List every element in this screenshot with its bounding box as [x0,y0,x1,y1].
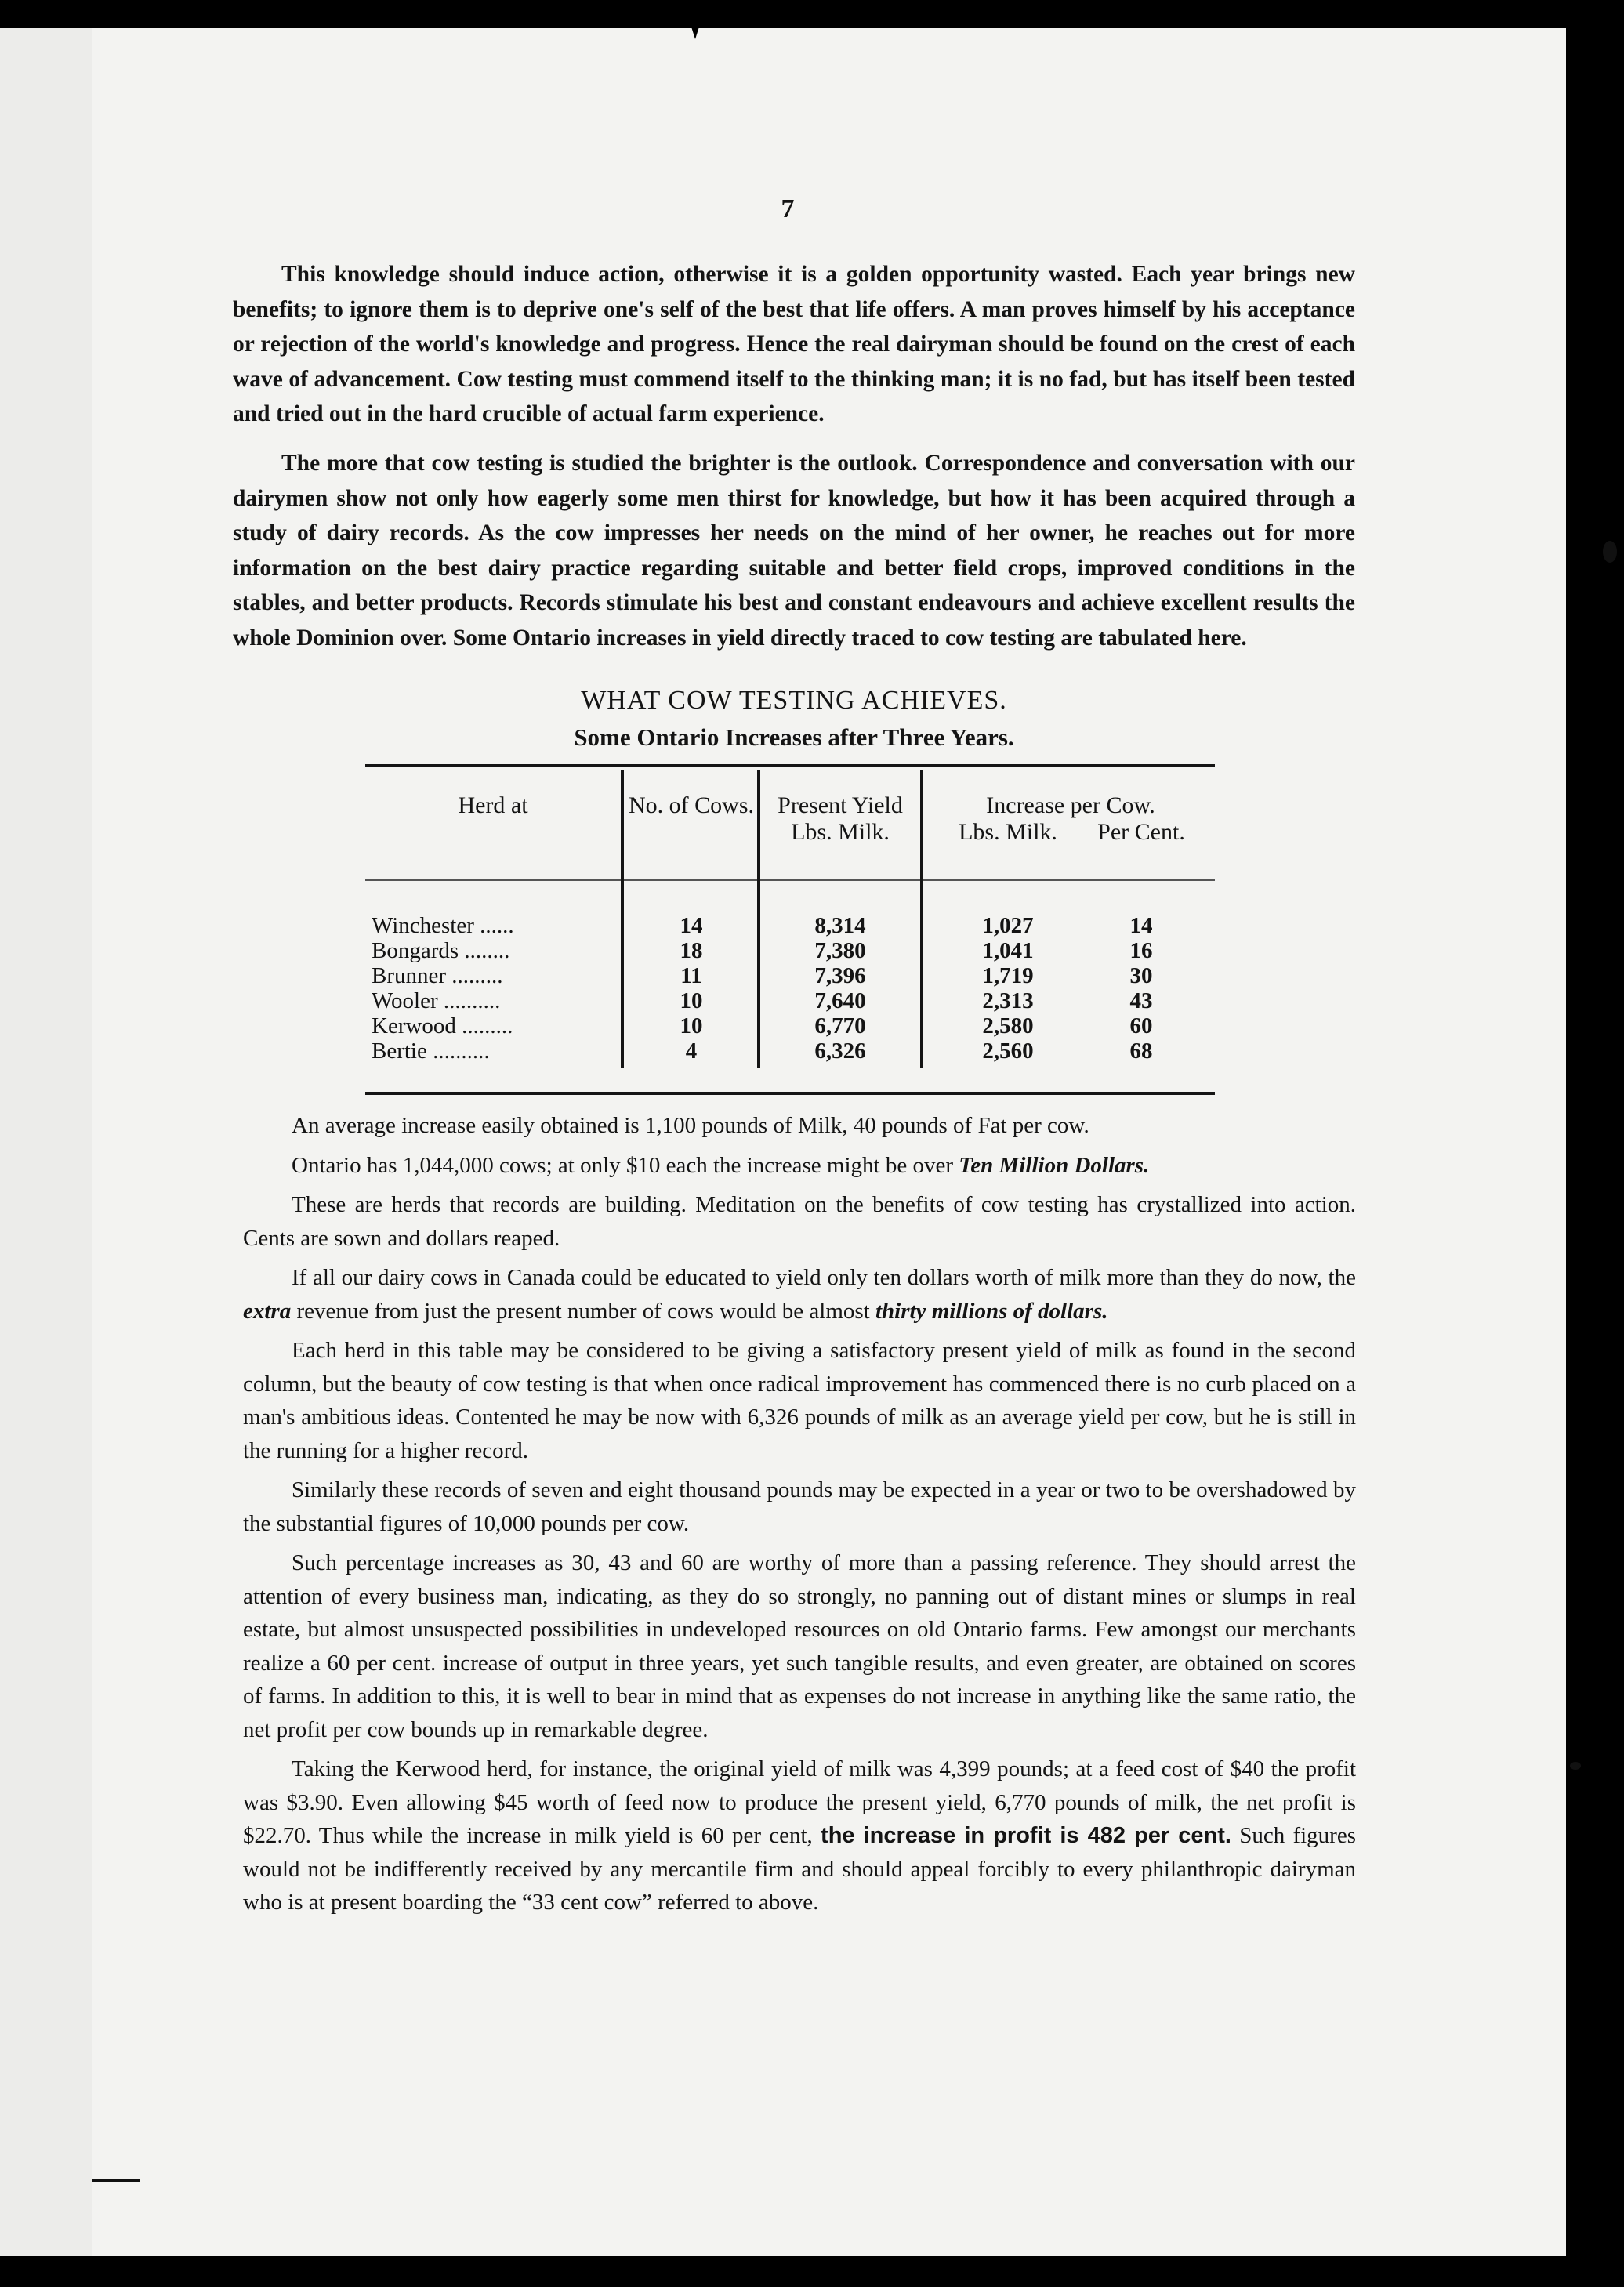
yield-value: 8,314 [814,913,866,938]
column-divider [621,770,624,1068]
increase-pct-value: 60 [1129,1013,1153,1038]
increase-lbs-value: 1,027 [982,913,1034,938]
paragraph: This knowledge should induce action, otherwise it is a golden opportunity wasted. Each year brings new benefits; to ignore them is to deprive one's self of the best that life offers. A man proves himself by his acceptance or rejection of the world's knowledge and progress. Hence the real dairyman should be found on the crest of each wave of advancement. Cow testing must commend itself to the thinking man; it is no fad, but has itself been tested and tried out in the hard crucible of actual farm experience. [233,262,1355,427]
yield-value: 6,770 [814,1013,866,1038]
increase-pct-value: 14 [1129,913,1153,938]
increase-lbs-value: 1,719 [982,963,1034,988]
table-subheading: Some Ontario Increases after Three Years. [574,723,1014,751]
emphasis: extra [243,1298,292,1324]
cows-value: 14 [680,913,703,938]
average-increase-line: An average increase easily obtained is 1,100 pounds of Milk, 40 pounds of Fat per cow. [292,1113,1089,1138]
ontario-cows-line: Ontario has 1,044,000 cows; at only $10 each the increase might be over [292,1152,959,1178]
herd-name: Wooler .......... [372,988,501,1013]
paragraph: The more that cow testing is studied the brighter is the outlook. Correspondence and conversation with our dairymen show not only how eagerly some men thirst for knowledge, but how it has been acquired through a study of dairy records. As the cow impresses her needs on the mind of her owner, he reaches out for more information on the best dairy practice regarding suitable and better field crops, improved conditions in the stables, and better products. Records stimulate his best and constant endeavours and achieve excellent results the whole Dominion over. Some Ontario increases in yield directly traced to cow testing are tabulated here. [233,450,1355,651]
increase-lbs-value: 1,041 [982,938,1034,963]
paragraph: Such percentage increases as 30, 43 and 60 are worthy of more than a passing reference. They should arrest the attention of every business man, indicating, as they do so strongly, no panning out of distant mines or slumps in real estate, but almost unsuspected possibilities in undeveloped resources on old Ontario farms. Few amongst our merchants realize a 60 per cent. increase of output in three years, yet such tangible results, and even greater, are obtained on scores of farms. In addition to this, it is well to bear in mind that as expenses do not increase in anything like the same ratio, the net profit per cow bounds up in remarkable degree. [243,1550,1356,1742]
paragraph [243,1149,1356,1183]
increase-lbs-column [930,913,1086,1064]
table-bottom-rule [365,1092,1215,1095]
header-cows: No. of Cows. [629,792,755,818]
header-increase-pct: Per Cent. [1097,819,1185,845]
cows-value: 11 [680,963,702,988]
increase-pct-value: 16 [1129,938,1153,963]
cows-value: 10 [680,1013,703,1038]
paragraph [243,1261,1356,1328]
increase-lbs-value: 2,560 [982,1038,1034,1064]
header-herd: Herd at [458,792,528,818]
cows-value: 4 [685,1038,698,1064]
text-run: Such figures would not be indifferently received by any mercantile firm and should appeal forcibly to every philanthropic dairyman who is at present boarding the “33 cent cow” referred to above. [243,1823,1356,1915]
column-divider [757,770,760,1068]
yield-value: 7,380 [814,938,866,963]
cows-column [629,913,754,1064]
paragraph [243,1752,1356,1919]
adjacent-page-edge [0,28,96,2256]
yield-value: 6,326 [814,1038,866,1064]
paragraph: Each herd in this table may be considered to be giving a satisfactory present yield of milk as found in the second column, but the beauty of cow testing is that when once radical improvement has commenced there is no curb placed on a man's ambitious ideas. Contented he may be now with 6,326 pounds of milk as an average yield per cow, but he is still in the running for a higher record. [243,1338,1356,1463]
text-run: Taking the Kerwood herd, for instance, the original yield of milk was 4,399 pounds; at a feed cost of $40 the profit was $3.90. Even allowing $45 worth of feed now to produce the present yield, 6,770 pounds of milk, the net profit is $22.70. Thus while the increase in milk yield is 60 per cent, [243,1756,1356,1848]
page-number: 7 [781,194,795,223]
emphasis: thirty millions of dollars. [875,1298,1108,1324]
table-top-rule [365,764,1215,767]
yield-column [762,913,919,1064]
profit-highlight: the increase in profit is 482 per cent. [821,1823,1231,1848]
header-yield: Present Yield Lbs. Milk. [778,792,903,845]
cow-testing-table [365,764,1215,1096]
increase-pct-value: 68 [1129,1038,1153,1064]
cows-value: 18 [680,938,703,963]
paragraph [243,1109,1356,1143]
body-text [243,1109,1356,1919]
herd-name: Bertie .......... [372,1038,490,1064]
herd-name: Kerwood ......... [372,1013,513,1038]
header-increase-lbs: Lbs. Milk. [959,819,1057,845]
cows-value: 10 [680,988,703,1013]
text-run: If all our dairy cows in Canada could be educated to yield only ten dollars worth of milk more than they do now, the [292,1265,1356,1290]
table-heading: WHAT COW TESTING ACHIEVES. [581,686,1007,715]
increase-lbs-value: 2,313 [982,988,1034,1013]
paragraph: These are herds that records are building. Meditation on the benefits of cow testing has crystallized into action. Cents are sown and dollars reaped. [243,1192,1356,1251]
column-divider [920,770,923,1068]
paragraph: Similarly these records of seven and eight thousand pounds may be expected in a year or two to be overshadowed by the substantial figures of 10,000 pounds per cow. [243,1477,1356,1536]
intro-text [233,257,1355,670]
increase-pct-value: 30 [1129,963,1153,988]
yield-value: 7,640 [814,988,866,1013]
header-rule [365,879,1215,881]
yield-value: 7,396 [814,963,866,988]
herd-name: Winchester ...... [372,913,514,938]
herd-column [372,913,614,1064]
increase-lbs-value: 2,580 [982,1013,1034,1038]
increase-pct-value: 43 [1129,988,1153,1013]
herd-name: Brunner ......... [372,963,503,988]
scan-speck [1570,1762,1581,1770]
increase-pct-column [1086,913,1196,1064]
herd-name: Bongards ........ [372,938,510,963]
header-increase: Increase per Cow. [986,792,1155,818]
text-run: revenue from just the present number of cows would be almost [291,1298,875,1324]
emphasis: Ten Million Dollars. [959,1152,1150,1178]
scan-speck [1603,541,1617,563]
corner-mark [92,2179,140,2182]
